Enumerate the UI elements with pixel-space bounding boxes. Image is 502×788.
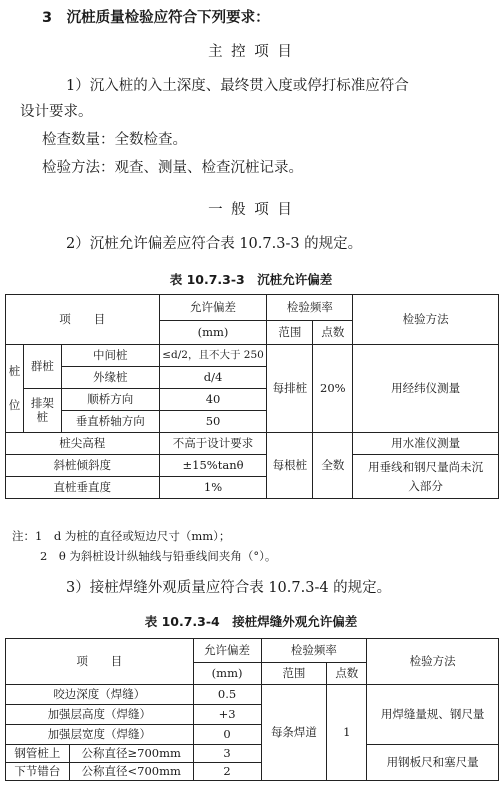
t1-row5-tol: 不高于设计要求 [159, 433, 267, 455]
t1-row5-item: 桩尖高程 [6, 433, 160, 455]
t2-header-frequency: 检验频率 [261, 639, 367, 663]
item1-line2: 设计要求。 [20, 104, 93, 120]
t1-header-item: 项 目 [6, 295, 160, 345]
note-1: 注：1 d 为桩的直径或短边尺寸（mm）； [12, 529, 231, 543]
t2-steel-label-1: 钢管桩上 [6, 745, 70, 763]
t2-row2-item: 加强层高度（焊缝） [6, 705, 194, 725]
t1-row2-tol: d/4 [159, 367, 267, 389]
check-method: 检验方法：观查、测量、检查沉桩记录。 [42, 160, 303, 176]
t1-freq-a-range: 每排桩 [267, 345, 313, 433]
table2-caption: 表 10.7.3-4 接桩焊缝外观允许偏差 [144, 614, 358, 629]
t2-steel-label-2: 下节错台 [6, 763, 70, 781]
t2-header-points: 点数 [327, 663, 367, 685]
t2-row4-item: 公称直径≥700mm [69, 745, 193, 763]
t2-method-1: 用焊缝量规、钢尺量 [367, 685, 499, 745]
t1-row6-tol: ±15%tanθ [159, 455, 267, 477]
t2-row1-item: 咬边深度（焊缝） [6, 685, 194, 705]
t1-row1-item: 中间桩 [61, 345, 159, 367]
t2-range: 每条焊道 [261, 685, 327, 781]
item1-line1: 1）沉入桩的入土深度、最终贯入度或停打标准应符合 [66, 78, 409, 94]
t1-row4-item: 垂直桥轴方向 [61, 411, 159, 433]
t1-method-b1: 用水准仪测量 [353, 433, 499, 455]
t2-row3-tol: 0 [193, 725, 261, 745]
check-quantity: 检查数量：全数检查。 [42, 132, 187, 148]
t1-row3-item: 顺桥方向 [61, 389, 159, 411]
t1-header-method: 检验方法 [353, 295, 499, 345]
t2-row2-tol: +3 [193, 705, 261, 725]
t1-header-points: 点数 [313, 321, 353, 345]
t1-row1-tol: ≤d/2，且不大于 250 [159, 345, 267, 367]
item3-text: 3）接桩焊缝外观质量应符合表 10.7.3-4 的规定。 [66, 580, 392, 596]
t1-header-tolerance: 允许偏差 [159, 295, 267, 321]
t2-method-2: 用钢板尺和塞尺量 [367, 745, 499, 781]
t1-method-b2: 用垂线和钢尺量尚未沉入部分 [353, 455, 499, 499]
t1-freq-a-method: 用经纬仪测量 [353, 345, 499, 433]
t2-row1-tol: 0.5 [193, 685, 261, 705]
t1-row7-tol: 1% [159, 477, 267, 499]
t2-header-method: 检验方法 [367, 639, 499, 685]
t1-freq-a-points: 20% [313, 345, 353, 433]
t1-pile-position-label [6, 345, 24, 433]
t1-freq-b-points: 全数 [313, 433, 353, 499]
t1-header-unit: (mm) [159, 321, 267, 345]
general-heading: 一 般 项 目 [208, 202, 294, 218]
table-pile-tolerance [5, 294, 499, 499]
t1-bent-pile: 排架桩 [23, 389, 61, 433]
t2-row5-tol: 2 [193, 763, 261, 781]
t2-header-unit: (mm) [193, 663, 261, 685]
t2-row4-tol: 3 [193, 745, 261, 763]
t2-row5-item: 公称直径<700mm [69, 763, 193, 781]
t2-row3-item: 加强层宽度（焊缝） [6, 725, 194, 745]
t1-row3-tol: 40 [159, 389, 267, 411]
note-2: 2 θ 为斜桩设计纵轴线与铅垂线间夹角（°）。 [40, 549, 277, 563]
section-heading: 3 沉桩质量检验应符合下列要求： [42, 10, 270, 26]
t2-header-tolerance: 允许偏差 [193, 639, 261, 663]
t2-header-item: 项 目 [6, 639, 194, 685]
table1-caption: 表 10.7.3-3 沉桩允许偏差 [169, 272, 333, 287]
t1-row4-tol: 50 [159, 411, 267, 433]
t1-left-char-2: 位 [8, 397, 21, 412]
t2-points: 1 [327, 685, 367, 781]
t2-header-range: 范围 [261, 663, 327, 685]
main-control-heading: 主 控 项 目 [208, 44, 294, 60]
t1-freq-b-range: 每根桩 [267, 433, 313, 499]
t1-header-frequency: 检验频率 [267, 295, 353, 321]
table-weld-tolerance [5, 638, 499, 781]
t1-row6-item: 斜桩倾斜度 [6, 455, 160, 477]
t1-row7-item: 直桩垂直度 [6, 477, 160, 499]
t1-group-pile: 群桩 [23, 345, 61, 389]
t1-left-char-1: 桩 [8, 363, 21, 378]
t1-row2-item: 外缘桩 [61, 367, 159, 389]
t1-header-range: 范围 [267, 321, 313, 345]
item2-text: 2）沉桩允许偏差应符合表 10.7.3-3 的规定。 [66, 236, 363, 252]
